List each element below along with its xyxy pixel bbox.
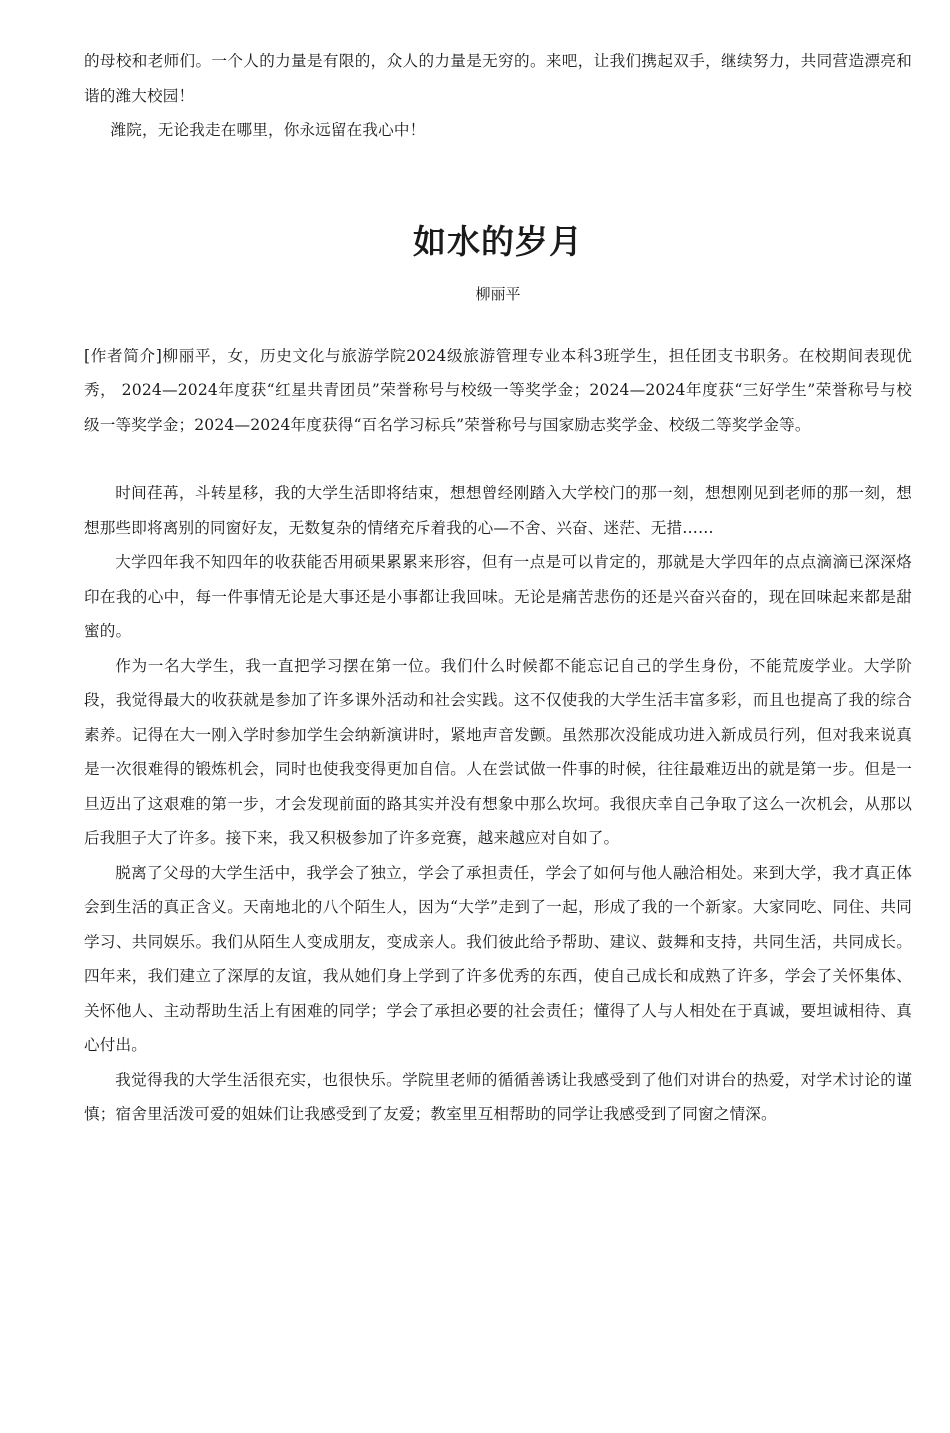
article-title: 如水的岁月 [413, 221, 583, 261]
document-page [84, 44, 912, 1132]
body-paragraph: 我觉得我的大学生活很充实，也很快乐。学院里老师的循循善诱让我感受到了他们对讲台的热爱，对学术讨论的谨慎；宿舍里活泼可爱的姐妹们让我感受到了友爱；教室里互相帮助的同学让我感受到了同窗之情深。 [84, 1070, 912, 1123]
article-header [84, 218, 912, 266]
article-body [84, 476, 912, 1132]
previous-paragraph: 的母校和老师们。一个人的力量是有限的，众人的力量是无穷的。来吧，让我们携起双手，继续努力，共同营造漂亮和谐的潍大校园！ [84, 52, 912, 105]
previous-closing-line: 潍院，无论我走在哪里，你永远留在我心中！ [110, 121, 426, 139]
author-intro-block [84, 339, 912, 443]
body-paragraph: 作为一名大学生，我一直把学习摆在第一位。我们什么时候都不能忘记自己的学生身份，不能荒废学业。大学阶段，我觉得最大的收获就是参加了许多课外活动和社会实践。这不仅使我的大学生活丰富多彩，而且也提高了我的综合素养。记得在大一刚入学时参加学生会纳新演讲时，紧地声音发颤。虽然那次没能成功进入新成员行列，但对我来说真是一次很难得的锻炼机会，同时也使我变得更加自信。人在尝试做一件事的时候，往往最难迈出的就是第一步。但是一旦迈出了这艰难的第一步，才会发现前面的路其实并没有想象中那么坎坷。我很庆幸自己争取了这么一次机会，从那以后我胆子大了许多。接下来，我又积极参加了许多竞赛，越来越应对自如了。 [84, 656, 912, 847]
previous-article-ending [84, 44, 912, 148]
body-paragraph: 大学四年我不知四年的收获能否用硕果累累来形容，但有一点是可以肯定的，那就是大学四年的点点滴滴已深深烙印在我的心中，每一件事情无论是大事还是小事都让我回味。无论是痛苦悲伤的还是兴奋兴奋的，现在回味起来都是甜蜜的。 [84, 553, 912, 640]
body-paragraph: 脱离了父母的大学生活中，我学会了独立，学会了承担责任，学会了如何与他人融洽相处。来到大学，我才真正体会到生活的真正含义。天南地北的八个陌生人，因为“大学”走到了一起，形成了我的一个新家。大家同吃、同住、共同学习、共同娱乐。我们从陌生人变成朋友，变成亲人。我们彼此给予帮助、建议、鼓舞和支持，共同生活，共同成长。四年来，我们建立了深厚的友谊，我从她们身上学到了许多优秀的东西，使自己成长和成熟了许多，学会了关怀集体、关怀他人、主动帮助生活上有困难的同学；学会了承担必要的社会责任；懂得了人与人相处在于真诚，要坦诚相待、真心付出。 [84, 863, 912, 1054]
body-paragraph: 时间荏苒，斗转星移，我的大学生活即将结束，想想曾经刚踏入大学校门的那一刻，想想刚见到老师的那一刻，想想那些即将离别的同窗好友，无数复杂的情绪充斥着我的心—不舍、兴奋、迷茫、无措…… [84, 484, 912, 537]
article-author: 柳丽平 [475, 284, 521, 303]
author-intro: [作者简介]柳丽平，女，历史文化与旅游学院2024级旅游管理专业本科3班学生，担任团支书职务。在校期间表现优秀， 2024—2024年度获“红星共青团员”荣誉称号与校级一等奖学金；2024—2024年度获“三好学生”荣誉称号与校级一等奖学金；2024—2024年度获得“百名学习标兵”荣誉称号与国家励志奖学金、校级二等奖学金等。 [84, 346, 912, 434]
